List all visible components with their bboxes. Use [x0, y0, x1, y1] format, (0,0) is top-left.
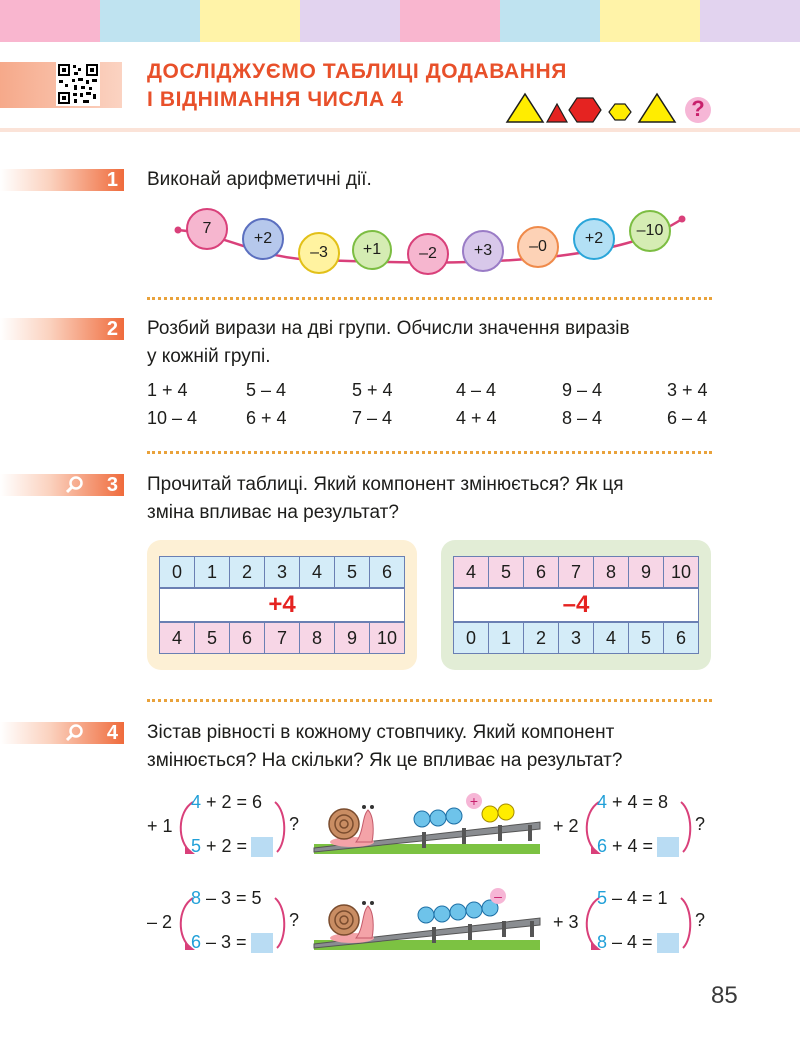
expression: 8 – 4: [562, 408, 603, 428]
expression: 4 – 4: [456, 380, 497, 400]
equation-top: [597, 792, 668, 813]
task-4-number: 4: [106, 722, 118, 744]
changing-addend: 4: [597, 792, 608, 812]
table-cell: 2: [524, 623, 559, 653]
table-cell: 8: [594, 557, 629, 587]
table-cell: 5: [489, 557, 524, 587]
top-color-bar: [0, 0, 800, 42]
expression: 3 + 4: [667, 380, 708, 400]
plus-sign: +: [469, 793, 479, 809]
minus-sign: –: [494, 888, 502, 904]
change-label: + 1: [147, 816, 173, 836]
page-number: 85: [711, 982, 738, 1009]
page-title-line2: І ВІДНІМАННЯ ЧИСЛА 4: [147, 88, 404, 111]
equation-top: [191, 792, 262, 813]
bead: +1: [352, 230, 392, 270]
equation-bottom: [597, 932, 679, 953]
expression: 9 – 4: [562, 380, 603, 400]
divider-3: [147, 699, 712, 702]
magnifier-icon: [66, 476, 84, 494]
task-1-text: Виконай арифметичні дії.: [147, 169, 372, 190]
equation-bottom: [191, 836, 273, 857]
equation-rest: + 2 =: [201, 836, 248, 856]
table-cell: 8: [300, 623, 335, 653]
task-3-number: 3: [106, 474, 118, 496]
magnifier-icon: [66, 724, 84, 742]
equation-bottom: [597, 836, 679, 857]
addition-table-bottom-row: [159, 622, 405, 654]
table-cell: 9: [629, 557, 664, 587]
bead: +2: [242, 218, 284, 260]
task-2-text-line1: Розбий вирази на дві групи. Обчисли значення виразів: [147, 318, 630, 339]
table-cell: 4: [594, 623, 629, 653]
changing-addend: 8: [597, 932, 608, 952]
task-3-text-line1: Прочитай таблиці. Який компонент змінюється? Як ця: [147, 474, 624, 495]
expression: 5 + 4: [352, 380, 393, 400]
equation-rest: + 4 = 8: [607, 792, 669, 812]
equation-group: [553, 888, 713, 960]
expression: 1 + 4: [147, 380, 188, 400]
task-2-band: [0, 318, 124, 340]
table-cell: 5: [335, 557, 370, 587]
equation-group: [147, 792, 307, 864]
equation-bottom: [191, 932, 273, 953]
equation-rest: – 4 = 1: [607, 888, 668, 908]
divider-2: [147, 451, 712, 454]
table-cell: 4: [454, 557, 489, 587]
question-badge: ?: [691, 96, 705, 121]
question-mark: ?: [695, 910, 706, 930]
question-mark: ?: [289, 910, 300, 930]
table-cell: 2: [230, 557, 265, 587]
expression: 6 – 4: [667, 408, 708, 428]
right-arrow: [677, 896, 697, 952]
equation-rest: + 4 =: [607, 836, 654, 856]
subtraction-table-bottom-row: [453, 622, 699, 654]
task-2-number: 2: [106, 318, 118, 340]
changing-addend: 5: [597, 888, 608, 908]
page-title-line1: ДОСЛІДЖУЄМО ТАБЛИЦІ ДОДАВАННЯ: [147, 60, 567, 83]
table-cell: 6: [524, 557, 559, 587]
change-label: – 2: [147, 912, 173, 932]
equation-group: [553, 792, 713, 864]
changing-addend: 6: [191, 932, 202, 952]
task-2-text-line2: у кожній групі.: [147, 346, 271, 367]
expression: 10 – 4: [147, 408, 198, 428]
right-arrow: [271, 800, 291, 856]
table-cell: 7: [265, 623, 300, 653]
table-cell: 10: [670, 561, 692, 582]
expression: 7 – 4: [352, 408, 393, 428]
subtraction-table-top-row: [453, 556, 699, 588]
top-bar-segment: [200, 0, 300, 42]
expression: 4 + 4: [456, 408, 497, 428]
table-cell: 3: [559, 623, 594, 653]
top-bar-segment: [400, 0, 500, 42]
equation-rest: – 3 =: [201, 932, 247, 952]
equation-rest: – 4 =: [607, 932, 653, 952]
bead: 7: [186, 208, 228, 250]
expression: 6 + 4: [246, 408, 287, 428]
bead: –0: [517, 226, 559, 268]
addition-table: [147, 540, 417, 670]
table-cell: 10: [376, 627, 398, 648]
task-3-text-line2: зміна впливає на результат?: [147, 502, 399, 523]
answer-box[interactable]: [251, 837, 273, 857]
question-mark: ?: [695, 814, 706, 834]
task-4-text-line1: Зістав рівності в кожному стовпчику. Який компонент: [147, 722, 615, 743]
table-cell: 6: [230, 623, 265, 653]
change-label: + 3: [553, 912, 579, 932]
bead: –3: [298, 232, 340, 274]
equation-group: [147, 888, 307, 960]
answer-box[interactable]: [657, 837, 679, 857]
equation-top: [191, 888, 262, 909]
top-bar-segment: [300, 0, 400, 42]
snail-ramp-illustration: [312, 792, 544, 862]
header-divider: [0, 128, 800, 132]
table-cell: 9: [335, 623, 370, 653]
table-cell: 0: [454, 623, 489, 653]
table-cell: 0: [160, 557, 195, 587]
table-cell: 4: [300, 557, 335, 587]
table-cell: 4: [160, 623, 195, 653]
changing-addend: 5: [191, 836, 202, 856]
changing-addend: 8: [191, 888, 202, 908]
addition-operator: +4: [159, 588, 405, 622]
task-4-text-line2: змінюється? На скільки? Як це впливає на результат?: [147, 750, 623, 771]
answer-box[interactable]: [657, 933, 679, 953]
task-4-band: [0, 722, 124, 744]
top-bar-segment: [700, 0, 800, 42]
subtraction-operator: –4: [453, 588, 699, 622]
subtraction-table: [441, 540, 711, 670]
expression: 5 – 4: [246, 380, 287, 400]
table-cell: 1: [489, 623, 524, 653]
top-bar-segment: [500, 0, 600, 42]
table-cell: 3: [265, 557, 300, 587]
changing-addend: 6: [597, 836, 608, 856]
top-bar-segment: [600, 0, 700, 42]
right-arrow: [271, 896, 291, 952]
table-cell: 1: [195, 557, 230, 587]
table-cell: 7: [559, 557, 594, 587]
equation-top: [597, 888, 668, 909]
addition-table-top-row: [159, 556, 405, 588]
table-cell: 6: [381, 561, 392, 582]
table-cell: 5: [629, 623, 664, 653]
task-1-number: 1: [106, 169, 118, 191]
bead: –10: [629, 210, 671, 252]
task-1-band: [0, 169, 124, 191]
snail-ramp-illustration: [312, 888, 544, 958]
task-3-band: [0, 474, 124, 496]
table-cell: 6: [675, 627, 686, 648]
equation-rest: – 3 = 5: [201, 888, 262, 908]
change-label: + 2: [553, 816, 579, 836]
table-cell: 5: [195, 623, 230, 653]
top-bar-segment: [0, 0, 100, 42]
bead: –2: [407, 233, 449, 275]
top-bar-segment: [100, 0, 200, 42]
equation-rest: + 2 = 6: [201, 792, 263, 812]
qr-code-icon: [56, 62, 100, 106]
bead: +2: [573, 218, 615, 260]
bead: +3: [462, 230, 504, 272]
question-mark: ?: [289, 814, 300, 834]
right-arrow: [677, 800, 697, 856]
answer-box[interactable]: [251, 933, 273, 953]
divider-1: [147, 297, 712, 300]
changing-addend: 4: [191, 792, 202, 812]
